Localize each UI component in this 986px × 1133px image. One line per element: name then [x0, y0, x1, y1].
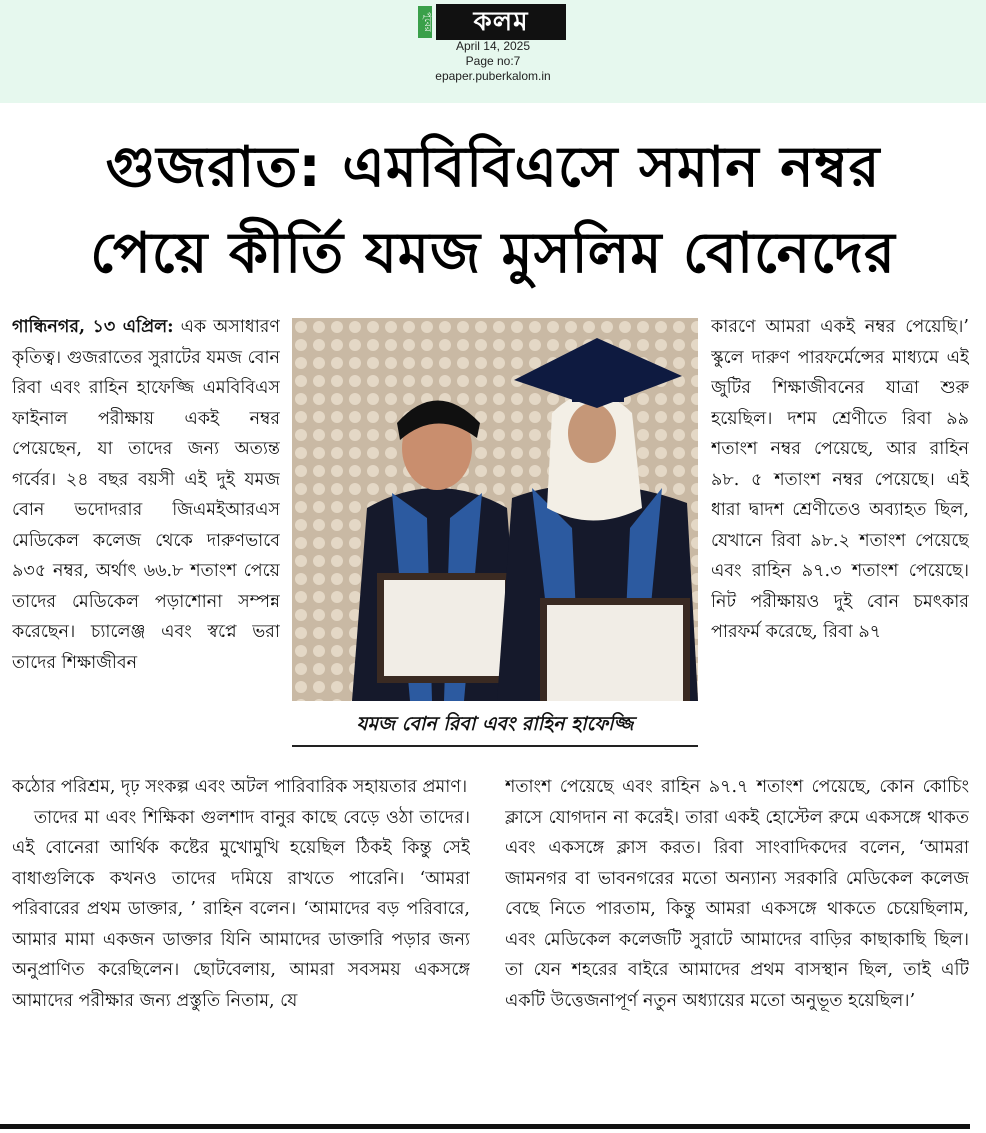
newspaper-logo[interactable] [418, 4, 568, 40]
article-wide-right [505, 772, 969, 1108]
article-wide-left [12, 772, 470, 1108]
article-column-1 [12, 312, 280, 772]
paragraph-col3: কারণে আমরা একই নম্বর পেয়েছি।’ স্কুলে দারুণ পারফর্মেন্সের মাধ্যমে এই জুটির শিক্ষাজীবনের যাত্রা শুরু হয়েছিল। দশম শ্রেণীতে রিবা ৯৯ শতাংশ নম্বর পেয়েছে, আর রাহিন ৯৮. ৫ শতাংশ নম্বর পেয়েছে। এই ধারা দ্বাদশ শ্রেণীতেও অব্যাহত ছিল, যেখানে রিবা ৯৮.২ শতাংশ পেয়েছে এবং রাহিন ৯৭.৩ শতাংশ পেয়েছে। নিট পরীক্ষায়ও দুই বোন চমৎকার পারফর্ম করেছে, রিবা ৯৭ [711, 317, 969, 642]
twins-photo [292, 318, 698, 701]
paragraph-wide-left-2: তাদের মা এবং শিক্ষিকা গুলশাদ বানুর কাছে বেড়ে ওঠা তাদের। এই বোনেরা আর্থিক কষ্টের মুখোমুখি হয়েছিল ঠিকই কিন্তু সেই বাধাগুলিকে কখনও তাদের দমিয়ে রাখতে পারেনি। ‘আমরা পরিবারের প্রথম ডাক্তার, ’ রাহিন বলেন। ‘আমাদের বড় পরিবারে, আমার মামা একজন ডাক্তার যিনি আমাদের ডাক্তারি পড়ার জন্য অনুপ্রাণিত করেছিলেন। ছোটবেলায়, আমরা সবসময় একসঙ্গে আমাদের পরীক্ষার জন্য প্রস্তুতি নিতাম, যে [12, 807, 470, 1011]
article-column-3 [711, 312, 969, 772]
headline-line-1: গুজরাত: এমবিবিএসে সমান নম্বর [105, 135, 881, 200]
page-number: Page no:7 [465, 54, 521, 68]
page-bottom-rule [0, 1124, 970, 1129]
caption-rule [292, 745, 698, 747]
paragraph-wide-right: শতাংশ পেয়েছে এবং রাহিন ৯৭.৭ শতাংশ পেয়েছে, কোন কোচিং ক্লাসে যোগদান না করেই। তারা একই হোস্টেল রুমে একসঙ্গে থাকত এবং একসঙ্গে ক্লাস করত। রিবা সাংবাদিকদের বলেন, ‘আমরা জামনগর বা ভাবনগরের মতো অন্যান্য সরকারি মেডিকেল কলেজ বেছে নিতে পারতাম, কিন্তু আমরা একসঙ্গে থাকতে চেয়েছিলাম, এবং মেডিকেল কলেজটি সুরাটে আমাদের বাড়ির কাছাকাছি ছিল। তা যেন শহরের বাইরে আমাদের প্রথম বাসস্থান ছিল, তাই এটি একটি উত্তেজনাপূর্ণ নতুন অধ্যায়ের মতো অনুভূত হয়েছিল।’ [505, 777, 969, 1011]
dateline: গান্ধিনগর, ১৩ এপ্রিল: [12, 317, 174, 337]
logo-word: কলম [436, 4, 566, 40]
graduation-photo-icon [292, 318, 698, 701]
photo-caption: যমজ বোন রিবা এবং রাহিন হাফেজ্জি [356, 713, 634, 735]
site-url[interactable]: epaper.puberkalom.in [435, 69, 551, 83]
headline-line-2: পেয়ে কীর্তি যমজ মুসলিম বোনেদের [90, 221, 896, 286]
logo-tag: পূবের [418, 6, 432, 38]
edition-date: April 14, 2025 [455, 39, 531, 53]
paragraph-wide-left: কঠোর পরিশ্রম, দৃঢ় সংকল্প এবং অটল পারিবারিক সহায়তার প্রমাণ। [12, 777, 468, 797]
paragraph-1: এক অসাধারণ কৃতিত্ব। গুজরাতের সুরাটের যমজ বোন রিবা এবং রাহিন হাফেজ্জি এমবিবিএস ফাইনাল পরীক্ষায় একই নম্বর পেয়েছেন, যা তাদের জন্য অত্যন্ত গর্বের। ২৪ বছর বয়সী এই দুই যমজ বোন ভদোদরার জিএমইআরএস মেডিকেল কলেজ থেকে দারুণভাবে ৯৩৫ নম্বর, অর্থাৎ ৬৬.৮ শতাংশ পেয়ে তাদের মেডিকেল পড়াশোনা সম্পন্ন করেছেন। চ্যালেঞ্জ এবং স্বপ্নে ভরা তাদের শিক্ষাজীবন [12, 317, 280, 673]
epaper-header [0, 0, 986, 103]
